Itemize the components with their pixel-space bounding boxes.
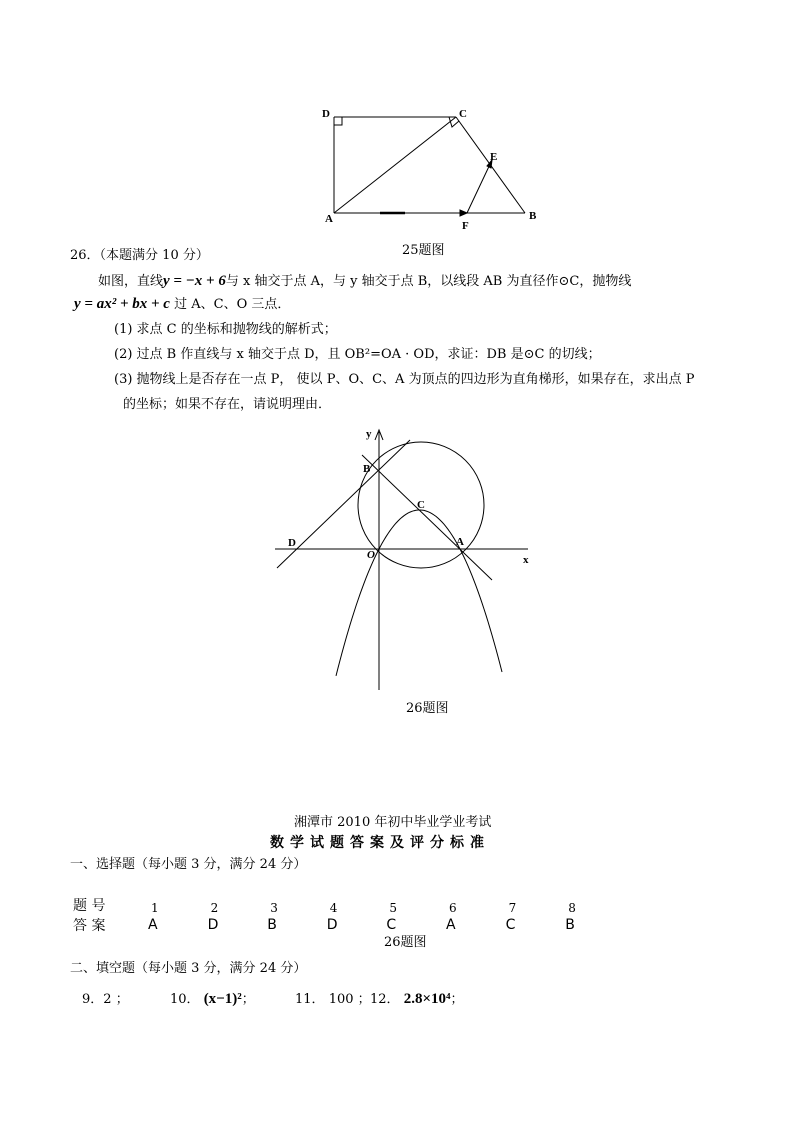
value: 2.8×10⁴: [403, 991, 451, 1007]
text: 过 A、C、O 三点．: [174, 297, 291, 312]
fig26-label-D: D: [288, 537, 296, 549]
fig26-caption: 26题图: [406, 701, 449, 716]
question-number: 4: [329, 901, 338, 915]
equation-line: y = −x + 6: [163, 273, 226, 289]
value: 2: [103, 992, 112, 1007]
sep: ；: [357, 992, 371, 1007]
q26-intro-line2: [74, 296, 290, 313]
fig25-label-E: E: [490, 151, 498, 163]
answers-title: 湘潭市 2010 年初中毕业学业考试: [294, 815, 492, 830]
answer-choice: D: [326, 917, 338, 933]
q26-part3-cont: 的坐标；如果不存在，请说明理由．: [123, 397, 332, 412]
fig25-label-A: A: [325, 213, 333, 225]
equation-parabola: y = ax² + bx + c: [74, 296, 170, 312]
fig26-label-C: C: [417, 499, 425, 511]
stray-caption: 26题图: [384, 935, 427, 950]
fig26-label-B: B: [363, 463, 371, 475]
sep: ；: [115, 992, 129, 1007]
answer-choice: B: [565, 917, 575, 933]
fill-answer-12: [370, 991, 464, 1008]
answer-choice: C: [386, 917, 397, 933]
num: 9．: [82, 992, 104, 1007]
fig26-label-y: y: [366, 428, 372, 440]
fig26-label-x: x: [523, 554, 529, 566]
num: 10．: [170, 992, 200, 1007]
fig25-caption: 25题图: [402, 243, 445, 258]
fig25-label-F: F: [462, 220, 469, 232]
text: 如图，直线: [98, 274, 164, 289]
fill-answer-11: [295, 992, 371, 1008]
q26-part2: (2) 过点 B 作直线与 x 轴交于点 D，且 OB²=OA · OD，求证：DB 是⊙C 的切线；: [114, 347, 601, 362]
question-number: 8: [568, 901, 576, 915]
figure-25: [334, 117, 525, 216]
question-number: 1: [151, 901, 159, 915]
sep: ；: [241, 992, 255, 1007]
fill-answer-10: [170, 991, 255, 1008]
q26-intro-line1: [98, 273, 631, 290]
answer-choice: D: [207, 917, 219, 933]
num: 11．: [295, 992, 325, 1007]
q26-header: 26．（本题满分 10 分）: [70, 248, 209, 263]
fill-answer-9: [82, 992, 129, 1008]
num: 12．: [370, 992, 400, 1007]
value: 100: [328, 992, 354, 1007]
section2-heading: 二、填空题（每小题 3 分，满分 24 分）: [70, 961, 307, 976]
fig25-label-D: D: [322, 108, 330, 120]
row-label-answer: 答 案: [73, 918, 106, 934]
fig25-label-C: C: [459, 108, 467, 120]
question-number: 6: [449, 901, 457, 915]
q26-part3: (3) 抛物线上是否存在一点 P， 使以 P、O、C、A 为顶点的四边形为直角梯形，如果存在，求出点 P: [114, 372, 695, 387]
figure-26: [275, 430, 528, 690]
fig25-label-B: B: [529, 210, 537, 222]
answers-subtitle: 数学试题答案及评分标准: [270, 835, 490, 851]
row-label-number: 题 号: [73, 898, 106, 914]
question-number: 3: [270, 901, 278, 915]
answer-choice: A: [148, 917, 158, 933]
fig26-label-O: O: [367, 549, 375, 561]
question-number: 5: [389, 901, 398, 915]
question-number: 7: [508, 901, 517, 915]
value: (x−1)²: [203, 991, 242, 1007]
text: 与 x 轴交于点 A，与 y 轴交于点 B，以线段 AB 为直径作⊙C，抛物线: [225, 274, 632, 289]
sep: ；: [450, 992, 464, 1007]
section1-heading: 一、选择题（每小题 3 分，满分 24 分）: [70, 857, 307, 872]
q26-part1: (1) 求点 C 的坐标和抛物线的解析式；: [114, 322, 337, 337]
fig26-label-A: A: [456, 536, 464, 548]
answer-choice: C: [505, 917, 516, 933]
answer-choice: B: [267, 917, 277, 933]
question-number: 2: [210, 901, 219, 915]
answer-choice: A: [446, 917, 456, 933]
parabola-curve: [336, 510, 502, 676]
